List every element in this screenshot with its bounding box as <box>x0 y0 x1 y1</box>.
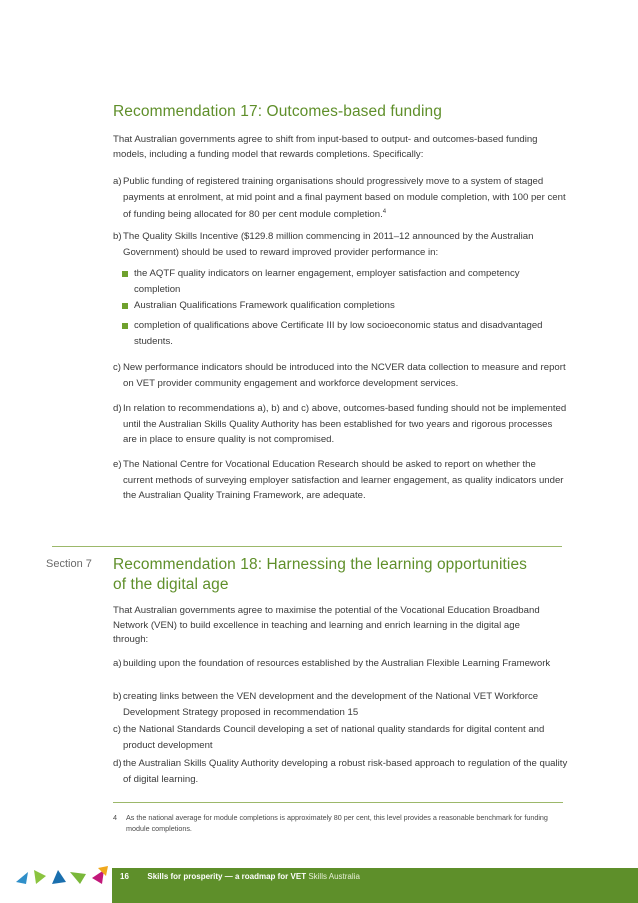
footnote <box>113 813 553 834</box>
item-text: New performance indicators should be introduced into the NCVER data collection to measure and report on VET provider community engagement and workforce development services. <box>123 362 566 389</box>
rec18-title-line2: of the digital age <box>113 576 229 593</box>
item-label: b) <box>113 231 122 242</box>
bullet-square-icon <box>122 303 128 309</box>
item-label: c) <box>113 724 121 735</box>
footer-org: Skills Australia <box>308 872 360 881</box>
item-text: Public funding of registered training organisations should progressively move to a system of staged payments at enrolment, at mid point and a final payment based on module completion, with 100 per cent of funding being allocated for 80 per cent module completion. <box>123 176 566 221</box>
rec18-intro: That Australian governments agree to maximise the potential of the Vocational Education Broadband Network (VEN) to build excellence in teaching and learning and enrich learning in the digital age through: <box>113 605 540 645</box>
item-label: d) <box>113 403 122 414</box>
footnote-text: As the national average for module completions is approximately 80 per cent, this level provides a reasonable benchmark for funding module completions. <box>126 813 548 833</box>
rec17-title: Recommendation 17: Outcomes-based funding <box>113 103 442 120</box>
rec17-item-a <box>113 174 568 223</box>
bullet-text: Australian Qualifications Framework qualification completions <box>134 300 395 311</box>
rec17-item-b <box>113 229 568 260</box>
rec17-item-c <box>113 360 568 391</box>
item-text: The National Centre for Vocational Education Research should be asked to report on whether the current methods of surveying employer satisfaction and learner engagement, as quality indicators under the Australian Quality Training Framework, are adequate. <box>123 459 564 501</box>
rec17-bullet-2 <box>122 298 562 314</box>
rec18-item-a <box>113 656 568 672</box>
item-text: creating links between the VEN development and the development of the National VET Workforce Development Strategy proposed in recommendation 15 <box>123 691 539 718</box>
bullet-square-icon <box>122 271 128 277</box>
item-label: a) <box>113 658 122 669</box>
item-text: the Australian Skills Quality Authority developing a robust risk-based approach to regulation of the quality of digital learning. <box>123 758 568 785</box>
rec18-item-d <box>113 756 568 787</box>
page-number: 16 <box>120 872 129 881</box>
item-text: In relation to recommendations a), b) and c) above, outcomes-based funding should not be implemented until the Australian Skills Quality Authority has been established for two years and rigorous processes are in place to ensure quality is not compromised. <box>123 403 567 445</box>
decorative-triangles-logo <box>14 864 110 890</box>
section-label: Section 7 <box>46 558 92 570</box>
bullet-text: completion of qualifications above Certificate III by low socioeconomic status and disadvantaged students. <box>134 320 543 347</box>
item-label: b) <box>113 691 122 702</box>
footer <box>120 872 360 881</box>
footnote-ref[interactable]: 4 <box>382 209 387 215</box>
item-label: e) <box>113 459 122 470</box>
rec17-bullet-3 <box>122 318 562 349</box>
rec18-item-c <box>113 722 568 753</box>
item-text: the National Standards Council developing a set of national quality standards for digital content and product development <box>123 724 545 751</box>
section-divider <box>52 546 562 547</box>
rec17-item-d <box>113 401 568 448</box>
item-text: The Quality Skills Incentive ($129.8 million commencing in 2011–12 announced by the Australian Government) should be used to reward improved provider performance in: <box>123 231 534 258</box>
footer-title: Skills for prosperity — a roadmap for VET <box>147 872 307 881</box>
item-label: d) <box>113 758 122 769</box>
footnote-number: 4 <box>113 813 117 822</box>
rec17-intro: That Australian governments agree to shift from input-based to output- and outcomes-based funding models, including a funding model that rewards completions. Specifically: <box>113 134 538 160</box>
item-text: building upon the foundation of resources established by the Australian Flexible Learning Framework <box>123 658 551 669</box>
rec18-item-b <box>113 689 568 720</box>
item-label: a) <box>113 176 122 187</box>
bullet-square-icon <box>122 323 128 329</box>
rec17-bullet-1 <box>122 266 562 297</box>
rec17-item-e <box>113 457 568 504</box>
bullet-text: the AQTF quality indicators on learner engagement, employer satisfaction and competency completion <box>134 268 520 295</box>
footnote-divider <box>113 802 563 803</box>
item-label: c) <box>113 362 121 373</box>
rec18-title-line1: Recommendation 18: Harnessing the learning opportunities <box>113 556 528 573</box>
